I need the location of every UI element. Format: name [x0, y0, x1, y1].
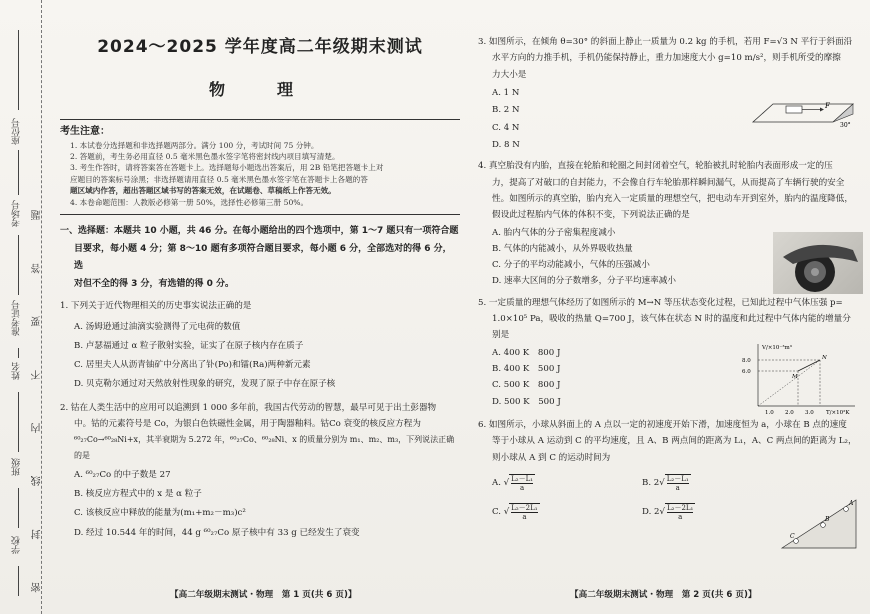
option-b — [642, 474, 792, 493]
question-1 — [60, 298, 460, 392]
x-tick: 2.0 — [785, 410, 794, 415]
option-a: A. 汤姆逊通过油滴实验测得了元电荷的数值 — [74, 321, 241, 332]
force-label: F — [825, 102, 830, 110]
scooter-tire-photo — [773, 232, 863, 294]
question-text: 3. 如图所示，在倾角 θ=30° 的斜面上静止一质量为 0.2 kg 的手机，若用 F=√3 N 平行于斜面沿 — [478, 37, 853, 47]
fraction — [665, 503, 695, 522]
option-b: B. 400 K 500 J — [492, 364, 561, 375]
y-axis-label: V/×10⁻³m³ — [762, 345, 792, 351]
denominator: a — [520, 484, 525, 493]
option-prefix: D. 2√ — [642, 506, 665, 517]
page-1 — [60, 0, 460, 614]
section-instructions — [60, 223, 460, 293]
vt-graph — [740, 340, 860, 415]
denominator: a — [678, 513, 683, 522]
y-tick: 6.0 — [742, 369, 751, 375]
option-b: B. 2 N — [492, 105, 520, 116]
question-text: 2. 钴在人类生活中的应用可以追溯到 1 000 多年前，我国古代劳动的智慧，最早可见于出土彭器物 — [60, 402, 437, 413]
fill-line — [18, 348, 19, 358]
option-a: A. 1 N — [492, 87, 520, 98]
question-text: 等于小球从 A 运动到 C 的平均速度，且 A、B 两点间的距离为 L₁，A、C 两点间的距离为 L₂， — [492, 436, 857, 447]
incline-ball-figure — [778, 492, 860, 554]
numerator: L₂－2L₁ — [667, 503, 694, 512]
point-a-label: A — [849, 500, 854, 507]
incline-phone-figure — [748, 82, 858, 132]
question-text: 1.0×10⁵ Pa，吸收的热量 Q=700 J，该气体在状态 N 时的温度和此过程中气体内能的增量分 — [492, 314, 851, 325]
subject-title: 物 理 — [208, 80, 311, 100]
fill-line — [18, 488, 19, 528]
school-label: 学校 — [12, 536, 22, 554]
fraction — [509, 503, 539, 522]
notice-item: 2. 答题前，考生务必用直径 0.5 毫米黑色墨水签字笔将密封线内项目填写清楚。 — [70, 152, 340, 162]
fill-line — [18, 566, 19, 596]
option-prefix: B. 2√ — [642, 477, 665, 488]
page-2 — [478, 0, 863, 614]
option-d: D. 贝克勒尔通过对天然放射性现象的研究，发现了原子中存在原子核 — [74, 379, 336, 390]
notice-item: 题区域内作答，超出答题区域书写的答案无效，在试题卷、草稿纸上作答无效。 — [70, 186, 336, 196]
option-a: A. ⁶⁰₂₇Co 的中子数是 27 — [74, 469, 171, 480]
seat-label: 座位号 — [12, 118, 22, 145]
question-text: 水平方向的力推手机，手机仍能保持静止，重力加速度大小 g=10 m/s²，则手机所受的摩擦 — [492, 53, 841, 64]
section-line: 目要求，每小题 4 分；第 8～10 题有多项符合题目要求，每小题 6 分，全部选对的得 6 分，选 — [74, 243, 452, 272]
question-text: 1. 下列关于近代物理相关的历史事实说法正确的是 — [60, 301, 252, 312]
scooter-tire-image — [773, 232, 863, 294]
x-tick: 3.0 — [805, 410, 814, 415]
question-text: 6. 如图所示，小球从斜面上的 A 点以一定的初速度开始下滑，加速度恒为 a，小球在 B 点的速度 — [478, 420, 847, 431]
fill-line — [18, 150, 19, 195]
fill-line — [18, 30, 19, 110]
question-text: 假设此过程胎内气体的体积不变，下列说法正确的是 — [492, 210, 690, 221]
option-a: A. 400 K 800 J — [492, 347, 561, 358]
notice-item: 4. 本卷命题范围：人教版必修第一册 50%，选择性必修第三册 50%。 — [70, 197, 309, 207]
x-tick: 1.0 — [765, 410, 774, 415]
class-label: 班级 — [12, 458, 22, 476]
option-c: C. 分子的平均动能减小，气体的压强减小 — [492, 260, 650, 271]
numerator: L₂－L₁ — [511, 475, 534, 484]
question-text: 力，提高了对破口的自封能力，不会像自行车轮胎那样瞬间漏气，从而提高了车辆行驶的安全 — [492, 177, 845, 188]
section-line: 对但不全的得 3 分，有选错的得 0 分。 — [74, 278, 235, 289]
exam-room-label: 考场号 — [12, 200, 22, 227]
option-d: D. 速率大区间的分子数增多，分子平均速率减小 — [492, 276, 676, 287]
question-text: 性。如图所示的真空胎，胎内充入一定质量的理想空气，把电动车开到室外，胎内的温度降低， — [492, 193, 853, 204]
option-c: C. 该核反应中释放的能量为(m₁+m₂－m₃)c² — [74, 508, 246, 519]
option-b: B. 卢瑟福通过 α 粒子散射实验，证实了在原子核内存在质子 — [74, 340, 304, 351]
notice-title: 考生注意： — [60, 126, 110, 138]
question-text: 力大小是 — [492, 69, 527, 80]
option-d: D. 8 N — [492, 139, 520, 150]
notice-item: 3. 考生作答时，请将答案答在答题卡上。选择题每小题选出答案后，用 2B 铅笔把答题卡上对 — [70, 163, 384, 173]
option-c: C. 居里夫人从沥青铀矿中分离出了钋(Po)和镭(Ra)两种新元素 — [74, 360, 311, 371]
question-text: 4. 真空胎没有内胎，直接在轮胎和轮圈之间封闭着空气，轮胎被扎时轮胎内表面形成一定的压 — [478, 161, 833, 172]
option-prefix: A. √ — [492, 477, 510, 488]
option-c: C. 4 N — [492, 122, 520, 133]
x-axis-label: T/×10²K — [826, 410, 850, 415]
y-tick: 8.0 — [742, 358, 751, 364]
name-label: 姓名 — [12, 362, 22, 380]
page-footer: 【高二年级期末测试・物理 第 2 页(共 6 页)】 — [570, 589, 757, 600]
denominator: a — [522, 513, 527, 522]
point-c-label: C — [790, 533, 795, 540]
question-text: ⁶⁰₂₇Co→⁶⁰₂₈Ni+x，其半衰期为 5.272 年，⁶⁰₂₇Co、⁶⁰₂₈Ni、x 的质量分别为 m₁、m₂、m₃，下列说法正确的是 — [74, 435, 455, 460]
question-text: 别是 — [492, 330, 510, 341]
fill-line — [18, 235, 19, 295]
point-b-label: B — [825, 516, 830, 523]
ticket-number-label: 准考证号 — [12, 300, 22, 336]
option-c: C. 500 K 800 J — [492, 380, 561, 391]
denominator: a — [675, 484, 680, 493]
numerator: L₂－2L₁ — [511, 503, 538, 512]
fraction — [665, 474, 691, 493]
question-text: 则小球从 A 到 C 的运动时间为 — [492, 452, 611, 463]
option-a — [492, 474, 642, 493]
angle-label: 30° — [840, 122, 851, 129]
notice-item: 应题目的答案标号涂黑；非选择题请用直径 0.5 毫米黑色墨水签字笔在答题卡上各题的答 — [70, 174, 368, 184]
option-b: B. 气体的内能减小，从外界吸收热量 — [492, 243, 633, 254]
option-c — [492, 503, 642, 522]
point-m-label: M — [792, 374, 798, 380]
notice-item: 1. 本试卷分选择题和非选择题两部分。满分 100 分，考试时间 75 分钟。 — [70, 140, 319, 150]
question-2 — [60, 400, 460, 540]
option-a: A. 胎内气体的分子密集程度减小 — [492, 227, 616, 238]
option-prefix: C. √ — [492, 506, 510, 517]
option-d: D. 500 K 500 J — [492, 396, 561, 407]
notice-box — [60, 119, 460, 215]
numerator: L₂－L₁ — [666, 475, 689, 484]
binding-strip — [0, 0, 42, 614]
point-n-label: N — [822, 355, 827, 361]
fraction — [509, 474, 535, 493]
exam-title: 2024～2025 学年度高二年级期末测试 — [97, 37, 423, 57]
question-text: 中。钴的元素符号是 Co，为银白色铁磁性金属，用于陶器釉料。钴Co 衰变的核反应方程为 — [74, 419, 421, 430]
section-line: 一、选择题：本题共 10 小题，共 46 分。在每小题给出的四个选项中，第 1～7 题只有一项符合题 — [60, 225, 459, 236]
option-b: B. 核反应方程式中的 x 是 α 粒子 — [74, 489, 202, 500]
page-footer: 【高二年级期末测试・物理 第 1 页(共 6 页)】 — [170, 589, 357, 600]
option-d: D. 经过 10.544 年的时间，44 g ⁶⁰₂₇Co 原子核中有 33 g 已经发生了衰变 — [74, 527, 360, 538]
question-text: 5. 一定质量的理想气体经历了如图所示的 M→N 等压状态变化过程，已知此过程中气体压强 p= — [478, 297, 843, 308]
seal-line-text: 密 封 线 内 不 要 答 题 — [32, 190, 43, 593]
fill-line — [18, 392, 19, 452]
option-d — [642, 503, 792, 522]
